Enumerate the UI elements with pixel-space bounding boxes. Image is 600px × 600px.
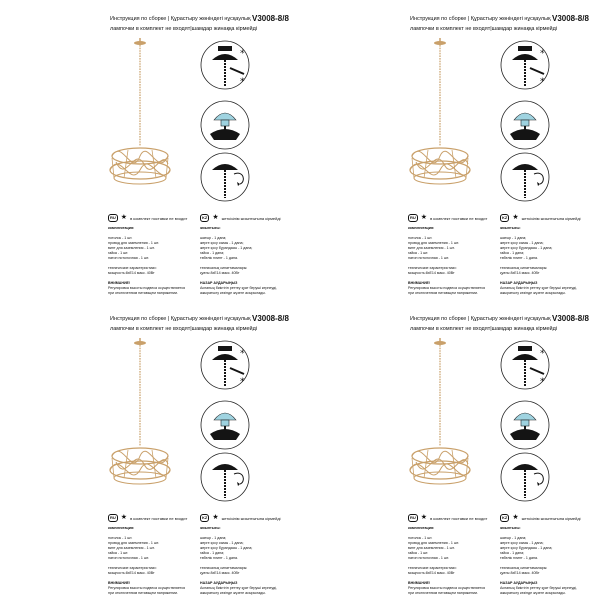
kit-item: патон потолочная - 1 шт. <box>408 556 450 560</box>
specs-value: мощность:8хE14 макс. 40Вт <box>408 271 455 275</box>
note-ru <box>408 514 487 522</box>
kit-item: провод для заземления - 1 шт. <box>408 541 460 545</box>
kit-item: гайка - 1 дана; <box>500 251 525 255</box>
kit-item: шатыр - 1 дана; <box>200 236 227 240</box>
kit-item: шатыр - 1 дана; <box>500 236 527 240</box>
warning-heading: ВНИМАНИЕ! <box>408 281 431 285</box>
chandelier-illustration <box>108 338 172 498</box>
specs-value: мощность:8хE14 макс. 40Вт <box>408 571 455 575</box>
kit-item: потолок - 1 шт. <box>108 536 133 540</box>
kit-item: жерге қосу сымы - 1 дана; <box>500 241 544 245</box>
kit-item: гайка - 1 дана; <box>500 551 525 555</box>
title-line-1: Инструкция по сборке | Құрастыру жөніндегі нұсқаулық <box>110 316 251 322</box>
model-number: V3008-8/8 <box>552 14 589 23</box>
kit-heading: комплектация: <box>108 226 135 230</box>
title-line-1: Инструкция по сборке | Құрастыру жөніндегі нұсқаулық <box>410 316 551 322</box>
note-ru <box>408 214 487 222</box>
step-1-illustration <box>500 340 550 390</box>
not-included-note-kz: жеткізілім жиынтығына кірмейді <box>221 215 281 221</box>
warning-text: Регулировка высоты подвеса осуществляется <box>108 286 186 290</box>
svg-text:*: * <box>540 377 545 387</box>
kit-heading: жиынтығы: <box>200 226 221 230</box>
svg-text:*: * <box>240 377 245 387</box>
specs-heading: техникалық сипаттамалары: <box>500 266 548 270</box>
kit-heading: комплектация: <box>408 226 435 230</box>
asterisk-icon: ★ <box>420 514 428 521</box>
instruction-sheet <box>300 300 600 600</box>
kazakh-text-column <box>200 226 282 296</box>
kit-item: провод для заземления - 1 шт. <box>108 241 160 245</box>
warning-text: при отключенном питающем напряжении. <box>108 591 179 595</box>
step-1-illustration <box>500 40 550 90</box>
kit-item: гайка - 1 шт. <box>408 551 429 555</box>
kazakh-text-column <box>500 226 582 296</box>
specs-heading: техникалық сипаттамалары: <box>500 566 548 570</box>
kit-heading: комплектация: <box>408 526 435 530</box>
specs-heading: техникалық сипаттамалары: <box>200 266 248 270</box>
note-kz <box>200 214 281 222</box>
kit-item: төбелік плинт - 1 дана. <box>500 256 538 260</box>
kit-item: потолок - 1 шт. <box>408 536 433 540</box>
kit-heading: комплектация: <box>108 526 135 530</box>
specs-value: қуаты 8хE14 макс. 40Вт <box>200 571 240 575</box>
kit-item: гайка - 1 дана; <box>200 251 225 255</box>
step-3-illustration <box>500 152 550 202</box>
russian-text-column <box>408 526 490 596</box>
kit-item: жерге қосу сымы - 1 дана; <box>200 241 244 245</box>
warning-heading: ВНИМАНИЕ! <box>108 581 131 585</box>
warning-text: Аспаның биіктігін реттеу қуат берушi кернеуді, <box>500 286 578 290</box>
specs-heading: технические характеристики: <box>108 266 157 270</box>
specs-value: мощность:8хE14 макс. 40Вт <box>108 571 155 575</box>
kit-item: патон потолочная - 1 шт. <box>108 256 150 260</box>
kit-item: потолок - 1 шт. <box>408 236 433 240</box>
asterisk-icon: ★ <box>420 214 428 221</box>
title-line-1: Инструкция по сборке | Құрастыру жөніндегі нұсқаулық <box>110 16 251 22</box>
kit-item: жерге қосу бұрандасы - 1 дана; <box>500 246 553 250</box>
kit-heading: жиынтығы: <box>200 526 221 530</box>
warning-text: Регулировка высоты подвеса осуществляется <box>108 586 186 590</box>
warning-text: Аспаның биіктігін реттеу қуат берушi кернеуді, <box>500 586 578 590</box>
not-included-note-ru: в комплект поставки не входит <box>430 515 488 521</box>
ru-badge: RU <box>110 515 116 520</box>
kit-item: жерге қосу бұрандасы - 1 дана; <box>500 546 553 550</box>
asterisk-icon: ★ <box>212 214 219 221</box>
warning-heading: НАЗАР АУДАРЫҢЫЗ <box>200 281 238 285</box>
warning-text: при отключенном питающем напряжении. <box>408 291 479 295</box>
svg-text:*: * <box>540 77 545 87</box>
kit-item: төбелік плинт - 1 дана. <box>200 256 238 260</box>
chandelier-illustration <box>408 338 472 498</box>
step-1-illustration <box>200 40 250 90</box>
instruction-sheet <box>300 0 600 300</box>
step-2-illustration <box>500 400 550 450</box>
svg-text:*: * <box>540 349 545 359</box>
kit-item: жерге қосу сымы - 1 дана; <box>200 541 244 545</box>
step-2-illustration <box>500 100 550 150</box>
chandelier-illustration <box>108 38 172 198</box>
instruction-sheet <box>0 0 300 300</box>
title-line-1: Инструкция по сборке | Құрастыру жөніндегі нұсқаулық <box>410 16 551 22</box>
warning-text: при отключенном питающем напряжении. <box>408 591 479 595</box>
note-kz <box>200 514 281 522</box>
kit-item: патон потолочная - 1 шт. <box>408 256 450 260</box>
warning-heading: НАЗАР АУДАРЫҢЫЗ <box>200 581 238 585</box>
kit-item: төбелік плинт - 1 дана. <box>200 556 238 560</box>
specs-value: қуаты 8хE14 макс. 40Вт <box>200 271 240 275</box>
specs-heading: технические характеристики: <box>108 566 157 570</box>
title-line-2: лампочки в комплект не входят|шамдар жинаққа кірмейді <box>110 26 258 32</box>
kit-item: винт для заземления - 1 шт. <box>108 246 155 250</box>
warning-text: ажыратылу кезінде жүзеге асырылады. <box>200 591 266 595</box>
kit-item: провод для заземления - 1 шт. <box>108 541 160 545</box>
kit-item: гайка - 1 шт. <box>108 251 129 255</box>
not-included-note-ru: в комплект поставки не входит <box>430 215 488 221</box>
not-included-note-kz: жеткізілім жиынтығына кірмейді <box>521 515 581 521</box>
warning-text: Аспаның биіктігін реттеу қуат берушi кернеуді, <box>200 586 278 590</box>
model-number: V3008-8/8 <box>252 14 289 23</box>
kit-item: шатыр - 1 дана; <box>200 536 227 540</box>
kit-item: гайка - 1 дана; <box>200 551 225 555</box>
kit-item: жерге қосу бұрандасы - 1 дана; <box>200 246 253 250</box>
svg-text:*: * <box>240 77 245 87</box>
ru-badge: RU <box>410 215 416 220</box>
step-3-illustration <box>500 452 550 502</box>
instruction-sheet <box>0 300 300 600</box>
ru-badge: RU <box>410 515 416 520</box>
specs-value: мощность:8хE14 макс. 40Вт <box>108 271 155 275</box>
warning-text: Регулировка высоты подвеса осуществляется <box>408 286 486 290</box>
warning-heading: НАЗАР АУДАРЫҢЫЗ <box>500 281 538 285</box>
step-2-illustration <box>200 100 250 150</box>
kz-badge: KZ <box>502 215 508 220</box>
not-included-note-kz: жеткізілім жиынтығына кірмейді <box>221 515 281 521</box>
kazakh-text-column <box>500 526 582 596</box>
kit-item: винт для заземления - 1 шт. <box>408 246 455 250</box>
model-number: V3008-8/8 <box>252 314 289 323</box>
russian-text-column <box>108 226 190 296</box>
kz-badge: KZ <box>202 515 208 520</box>
kit-item: патон потолочная - 1 шт. <box>108 556 150 560</box>
not-included-note-ru: в комплект поставки не входит <box>130 515 188 521</box>
title-line-2: лампочки в комплект не входят|шамдар жинаққа кірмейді <box>410 26 558 32</box>
step-3-illustration <box>200 152 250 202</box>
warning-heading: ВНИМАНИЕ! <box>108 281 131 285</box>
asterisk-icon: ★ <box>512 514 519 521</box>
specs-heading: технические характеристики: <box>408 566 457 570</box>
asterisk-icon: ★ <box>512 214 519 221</box>
svg-text:*: * <box>240 349 245 359</box>
svg-text:*: * <box>240 49 245 59</box>
note-kz <box>500 514 581 522</box>
kz-badge: KZ <box>202 215 208 220</box>
title-line-2: лампочки в комплект не входят|шамдар жинаққа кірмейді <box>410 326 558 332</box>
kit-item: гайка - 1 шт. <box>408 251 429 255</box>
chandelier-illustration <box>408 38 472 198</box>
svg-text:*: * <box>540 49 545 59</box>
asterisk-icon: ★ <box>120 514 128 521</box>
warning-text: ажыратылу кезінде жүзеге асырылады. <box>500 291 566 295</box>
asterisk-icon: ★ <box>120 214 128 221</box>
specs-heading: технические характеристики: <box>408 266 457 270</box>
step-3-illustration <box>200 452 250 502</box>
note-ru <box>108 214 187 222</box>
kit-item: винт для заземления - 1 шт. <box>408 546 455 550</box>
kit-item: жерге қосу сымы - 1 дана; <box>500 541 544 545</box>
kit-item: винт для заземления - 1 шт. <box>108 546 155 550</box>
warning-text: ажыратылу кезінде жүзеге асырылады. <box>200 291 266 295</box>
kit-item: провод для заземления - 1 шт. <box>408 241 460 245</box>
title-line-2: лампочки в комплект не входят|шамдар жинаққа кірмейді <box>110 326 258 332</box>
russian-text-column <box>408 226 490 296</box>
kit-item: потолок - 1 шт. <box>108 236 133 240</box>
model-number: V3008-8/8 <box>552 314 589 323</box>
note-kz <box>500 214 581 222</box>
step-1-illustration <box>200 340 250 390</box>
kz-badge: KZ <box>502 515 508 520</box>
warning-heading: ВНИМАНИЕ! <box>408 581 431 585</box>
asterisk-icon: ★ <box>212 514 219 521</box>
kit-heading: жиынтығы: <box>500 226 521 230</box>
not-included-note-kz: жеткізілім жиынтығына кірмейді <box>521 215 581 221</box>
kit-item: жерге қосу бұрандасы - 1 дана; <box>200 546 253 550</box>
warning-text: Регулировка высоты подвеса осуществляется <box>408 586 486 590</box>
kit-heading: жиынтығы: <box>500 526 521 530</box>
specs-heading: техникалық сипаттамалары: <box>200 566 248 570</box>
warning-text: при отключенном питающем напряжении. <box>108 291 179 295</box>
ru-badge: RU <box>110 215 116 220</box>
kazakh-text-column <box>200 526 282 596</box>
specs-value: қуаты 8хE14 макс. 40Вт <box>500 571 540 575</box>
note-ru <box>108 514 187 522</box>
kit-item: гайка - 1 шт. <box>108 551 129 555</box>
warning-text: ажыратылу кезінде жүзеге асырылады. <box>500 591 566 595</box>
kit-item: шатыр - 1 дана; <box>500 536 527 540</box>
warning-text: Аспаның биіктігін реттеу қуат берушi кернеуді, <box>200 286 278 290</box>
not-included-note-ru: в комплект поставки не входит <box>130 215 188 221</box>
warning-heading: НАЗАР АУДАРЫҢЫЗ <box>500 581 538 585</box>
step-2-illustration <box>200 400 250 450</box>
specs-value: қуаты 8хE14 макс. 40Вт <box>500 271 540 275</box>
russian-text-column <box>108 526 190 596</box>
kit-item: төбелік плинт - 1 дана. <box>500 556 538 560</box>
